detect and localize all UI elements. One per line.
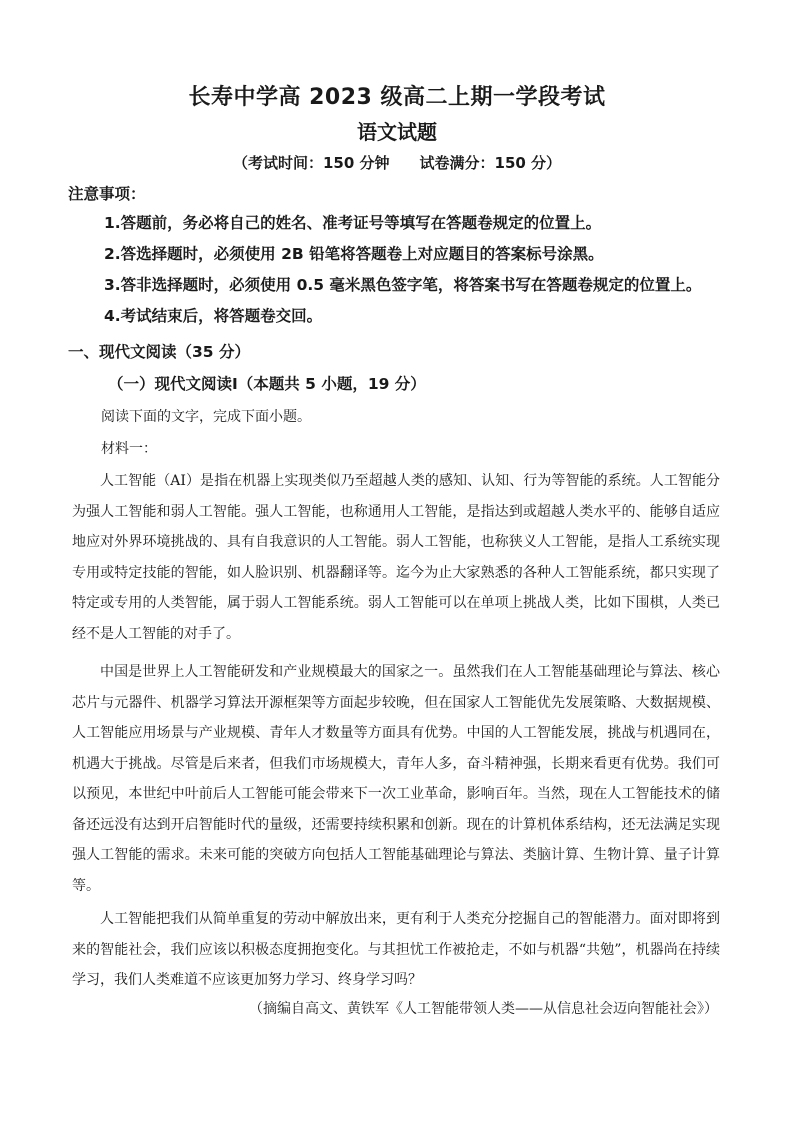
notice-list — [104, 212, 744, 336]
exam-title: 长寿中学高 2023 级高二上期一学段考试 — [188, 85, 606, 110]
exam-time: （考试时间：150 分钟 — [232, 154, 390, 172]
notice-heading: 注意事项： — [68, 185, 146, 203]
notice-item: 2.答选择题时，必须使用 2B 铅笔将答题卷上对应题目的答案标号涂黑。 — [104, 245, 604, 263]
exam-subject: 语文试题 — [357, 120, 437, 144]
body-paragraph: 人工智能把我们从简单重复的劳动中解放出来，更有利于人类充分挖掘自己的智能潜力。面对即将到来的智能社会，我们应该以积极态度拥抱变化。与其担忧工作被抢走，不如与机器“共勉”，机器尚在持续学习，我们人类难道不应该更加努力学习、终身学习吗？ — [72, 911, 720, 988]
exam-meta — [0, 152, 794, 173]
body-paragraph: 人工智能（AI）是指在机器上实现类似乃至超越人类的感知、认知、行为等智能的系统。人工智能分为强人工智能和弱人工智能。强人工智能，也称通用人工智能，是指达到或超越人类水平的、能够自适应地应对外界环境挑战的、具有自我意识的人工智能。弱人工智能，也称狭义人工智能，是指人工系统实现专用或特定技能的智能，如人脸识别、机器翻译等。迄今为止大家熟悉的各种人工智能系统，都只实现了特定或专用的人类智能，属于弱人工智能系统。弱人工智能可以在单项上挑战人类，比如下围棋，人类已经不是人工智能的对手了。 — [72, 473, 720, 642]
exam-score: 试卷满分：150 分） — [419, 154, 562, 172]
section-title: 一、现代文阅读（35 分） — [68, 343, 250, 361]
material-label: 材料一： — [101, 441, 157, 457]
body-paragraph: 中国是世界上人工智能研发和产业规模最大的国家之一。虽然我们在人工智能基础理论与算法、核心芯片与元器件、机器学习算法开源框架等方面起步较晚，但在国家人工智能优先发展策略、大数据规模、人工智能应用场景与产业规模、青年人才数量等方面具有优势。中国的人工智能发展，挑战与机遇同在，机遇大于挑战。尽管是后来者，但我们市场规模大，青年人多，奋斗精神强，长期来看更有优势。我们可以预见，本世纪中叶前后人工智能可能会带来下一次工业革命，影响百年。当然，现在人工智能技术的储备还远没有达到开启智能时代的量级，还需要持续积累和创新。现在的计算机体系结构，还无法满足实现强人工智能的需求。未来可能的突破方向包括人工智能基础理论与算法、类脑计算、生物计算、量子计算等。 — [72, 664, 720, 894]
source-citation: （摘编自高文、黄铁军《人工智能带领人类——从信息社会迈向智能社会》） — [249, 1001, 718, 1017]
reading-instruction: 阅读下面的文字，完成下面小题。 — [101, 409, 311, 425]
notice-item: 4.考试结束后，将答题卷交回。 — [104, 307, 323, 325]
notice-item: 3.答非选择题时，必须使用 0.5 毫米黑色签字笔，将答案书写在答题卷规定的位置上。 — [104, 276, 702, 294]
subsection-title: （一）现代文阅读Ⅰ（本题共 5 小题，19 分） — [108, 375, 426, 393]
notice-item: 1.答题前，务必将自己的姓名、准考证号等填写在答题卷规定的位置上。 — [104, 214, 602, 232]
